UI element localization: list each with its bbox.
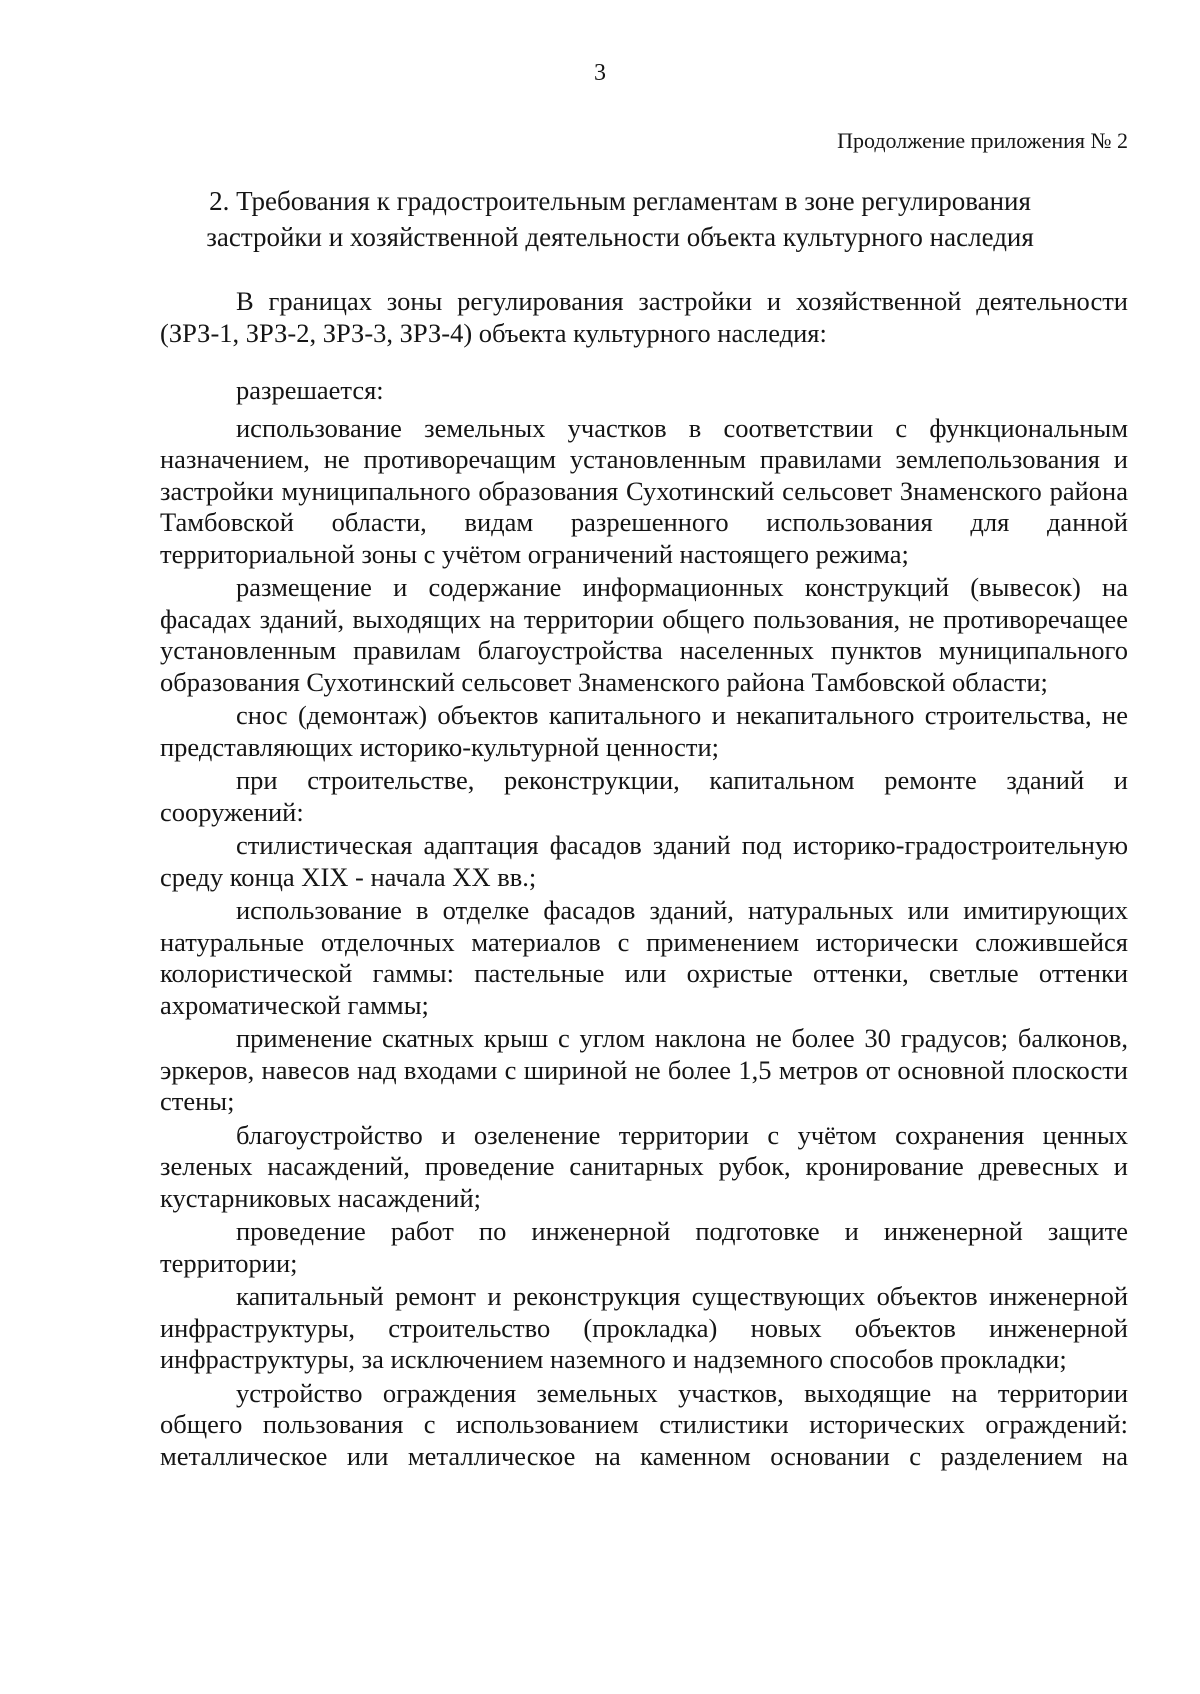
list-item: использование в отделке фасадов зданий, натуральных или имитирующих натуральные отделочных материалов с применением исторически сложившейся колористической гаммы: пастельные или охристые оттенки, светлые оттенки ахроматической гаммы; [160,895,1128,1020]
list-item: благоустройство и озеленение территории с учётом сохранения ценных зеленых насаждений, проведение санитарных рубок, кронирование древесных и кустарниковых насаждений; [160,1119,1128,1213]
page-number: 3 [594,60,606,86]
list-item: снос (демонтаж) объектов капитального и некапитального строительства, не представляющих историко-культурной ценности; [160,700,1128,762]
list-item: применение скатных крыш с углом наклона не более 30 градусов; балконов, эркеров, навесов над входами с шириной не более 1,5 метров от основной плоскости стены; [160,1023,1128,1116]
list-item: при строительстве, реконструкции, капитальном ремонте зданий и сооружений: [160,765,1128,827]
permitted-label: разрешается: [236,375,384,405]
list-item: размещение и содержание информационных конструкций (вывесок) на фасадах зданий, выходящих на территории общего пользования, не противоречащее установленным правилам благоустройства населенных пунктов муниципального образования Сухотинский сельсовет Знаменского района Тамбовской области; [160,572,1128,697]
list-item: капитальный ремонт и реконструкция существующих объектов инженерной инфраструктуры, строительство (прокладка) новых объектов инженерной инфраструктуры, за исключением наземного и надземного способов прокладки; [160,1281,1128,1374]
section-heading: 2. Требования к градостроительным регламентам в зоне регулирования застройки и хозяйственной деятельности объекта культурного наследия [206,186,1034,252]
list-item: устройство ограждения земельных участков, выходящие на территории общего пользования с использованием стилистики исторических ограждений: металлическое или металлическое на каменном основании с разделением на [160,1377,1128,1471]
list-item: проведение работ по инженерной подготовке и инженерной защите территории; [160,1216,1128,1278]
intro-paragraph: В границах зоны регулирования застройки и хозяйственной деятельности (ЗРЗ-1, ЗРЗ-2, ЗРЗ-3, ЗРЗ-4) объекта культурного наследия: [160,286,1128,348]
list-item: использование земельных участков в соответствии с функциональным назначением, не противоречащим установленным правилами землепользования и застройки муниципального образования Сухотинский сельсовет Знаменского района Тамбовской области, видам разрешенного использования для данной территориальной зоны с учётом ограничений настоящего режима; [160,412,1128,569]
continuation-label: Продолжение приложения № 2 [837,128,1128,153]
list-item: стилистическая адаптация фасадов зданий под историко-градостроительную среду конца XIX - начала XX вв.; [160,830,1128,892]
document-body [160,286,1128,1474]
